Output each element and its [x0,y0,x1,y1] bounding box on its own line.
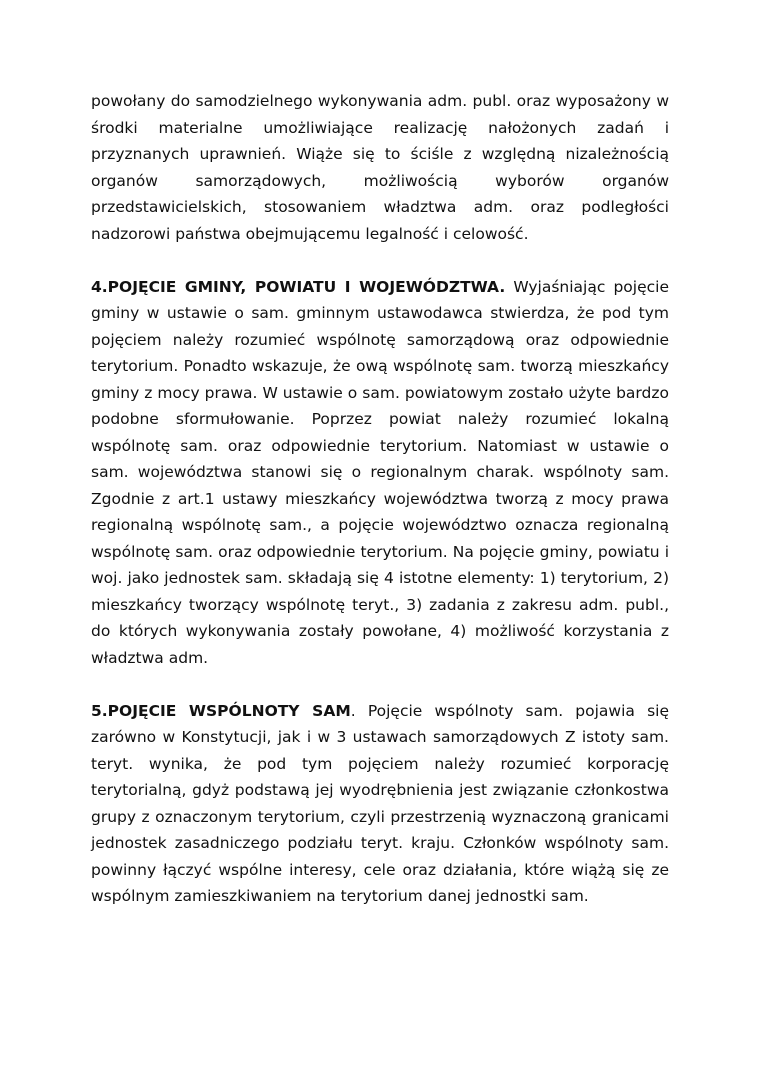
section-5-heading: 5.POJĘCIE WSPÓLNOTY SAM [91,701,351,720]
paragraph-section-5 [91,698,669,910]
paragraph-gap [91,247,669,274]
document-page [91,88,669,910]
section-4-text: Wyjaśniając pojęcie gminy w ustawie o sam. gminnym ustawodawca stwierdza, że pod tym pojęciem należy rozumieć wspólnotę samorządową oraz odpowiednie terytorium. Ponadto wskazuje, że ową wspólnotę sam. tworzą mieszkańcy gminy z mocy prawa. W ustawie o sam. powiatowym zostało użyte bardzo podobne sformułowanie. Poprzez powiat należy rozumieć lokalną wspólnotę sam. oraz odpowiednie terytorium. Natomiast w ustawie o sam. województwa stanowi się o regionalnym charak. wspólnoty sam. Zgodnie z art.1 ustawy mieszkańcy województwa tworzą z mocy prawa regionalną wspólnotę sam., a pojęcie województwo oznacza regionalną wspólnotę sam. oraz odpowiednie terytorium. Na pojęcie gminy, powiatu i woj. jako jednostek sam. składają się 4 istotne elementy: 1) terytorium, 2) mieszkańcy tworzący wspólnotę teryt., 3) zadania z zakresu adm. publ., do których wykonywania zostały powołane, 4) możliwość korzystania z władztwa adm. [91,277,669,667]
paragraph-intro [91,88,669,247]
section-4-heading: 4.POJĘCIE GMINY, POWIATU I WOJEWÓDZTWA. [91,277,506,296]
paragraph-gap [91,671,669,698]
paragraph-intro-text: powołany do samodzielnego wykonywania adm. publ. oraz wyposażony w środki materialne umożliwiające realizację nałożonych zadań i przyznanych uprawnień. Wiąże się to ściśle z względną nizależnością organów samorządowych, możliwością wyborów organów przedstawicielskich, stosowaniem władztwa adm. oraz podległości nadzorowi państwa obejmującemu legalność i celowość. [91,92,669,243]
paragraph-section-4 [91,274,669,672]
section-5-text: . Pojęcie wspólnoty sam. pojawia się zarówno w Konstytucji, jak i w 3 ustawach samorządowych Z istoty sam. teryt. wynika, że pod tym pojęciem należy rozumieć korporację terytorialną, gdyż podstawą jej wyodrębnienia jest związanie członkostwa grupy z oznaczonym terytorium, czyli przestrzenią wyznaczoną granicami jednostek zasadniczego podziału teryt. kraju. Członków wspólnoty sam. powinny łączyć wspólne interesy, cele oraz działania, które wiążą się ze wspólnym zamieszkiwaniem na terytorium danej jednostki sam. [91,701,669,905]
